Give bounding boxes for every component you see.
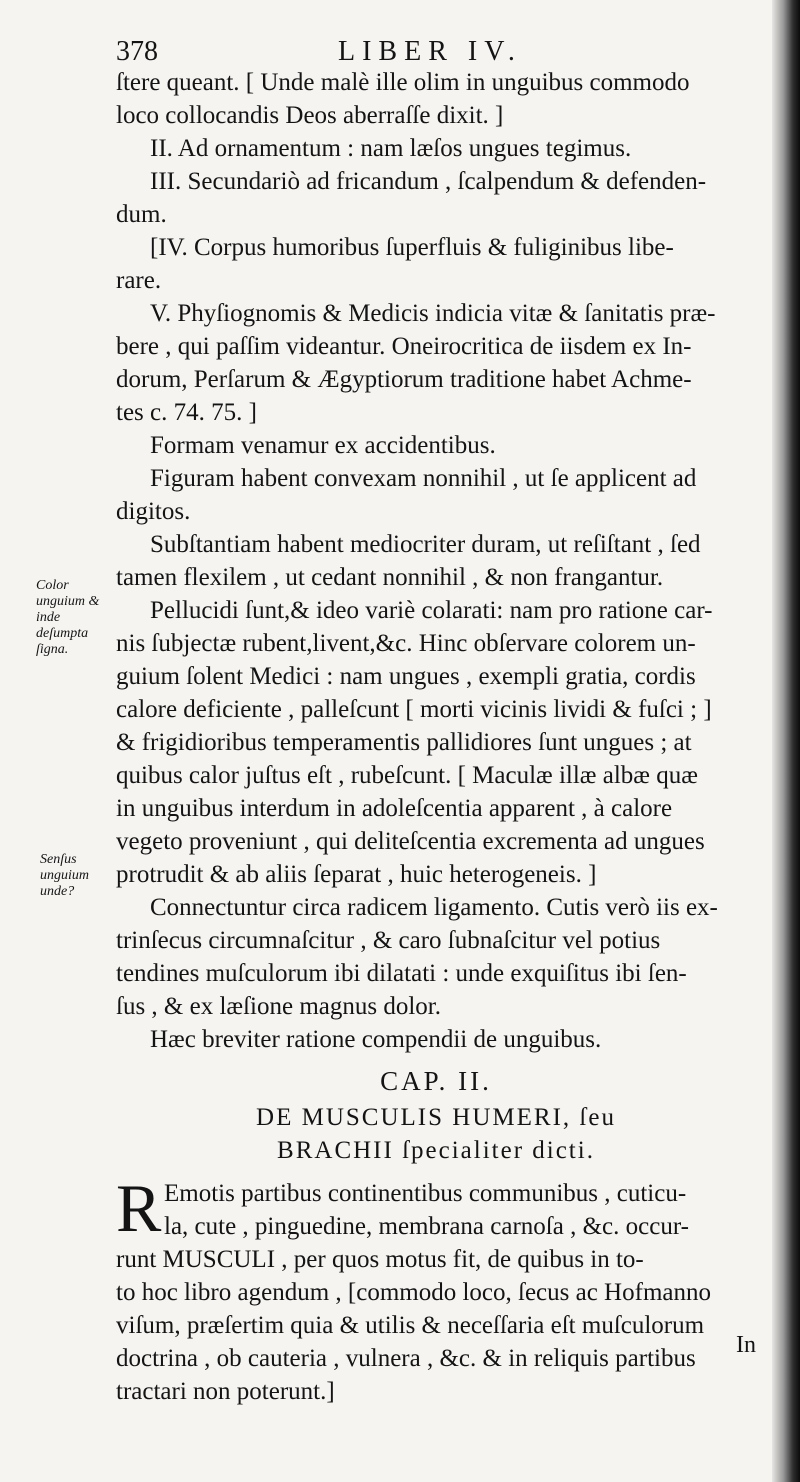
text-line: tractari non poterunt.] (116, 1378, 335, 1405)
text-line: runt MUSCULI , per quos motus fit, de quibus in to- (116, 1246, 644, 1273)
text-line: [IV. Corpus humoribus ſuperfluis & fuliginibus libe- (150, 234, 674, 261)
text-line: rare. (116, 267, 162, 294)
text-line: II. Ad ornamentum : nam læſos ungues tegimus. (150, 135, 632, 162)
text-line: Hæc breviter ratione compendii de unguibus. (150, 1026, 602, 1053)
margin-note-sense: Senſus unguium unde? (40, 852, 89, 899)
text-line: dorum, Perſarum & Ægyptiorum traditione habet Achme- (116, 366, 692, 393)
text-line: la, cute , pinguedine, membrana carnoſa , &c. occur- (164, 1213, 689, 1240)
text-line: Subſtantiam habent mediocriter duram, ut reſiſtant , ſed (150, 531, 701, 558)
text-line: quibus calor juſtus eſt , rubeſcunt. [ Maculæ illæ albæ quæ (116, 762, 698, 789)
text-line: ſtere queant. [ Unde malè ille olim in unguibus commodo (116, 69, 690, 96)
text-line: tamen flexilem , ut cedant nonnihil , & non frangantur. (116, 564, 664, 591)
text-line: tendines muſculorum ibi dilatati : unde exquiſitus ibi ſen- (116, 960, 687, 987)
text-line: Connectuntur circa radicem ligamento. Cutis verò iis ex- (150, 894, 718, 921)
text-line: in unguibus interdum in adoleſcentia apparent , à calore (116, 795, 673, 822)
text-line: calore deficiente , palleſcunt [ morti vicinis lividi & fuſci ; ] (116, 696, 712, 723)
running-head: LIBER IV. (338, 36, 522, 67)
margin-note-color: Color unguium & inde deſumpta ſigna. (36, 578, 100, 657)
text-line: V. Phyſiognomis & Medicis indicia vitæ & ſanitatis præ- (150, 300, 716, 327)
text-line: loco collocandis Deos aberraſſe dixit. ] (116, 102, 504, 129)
book-spine-shadow (772, 0, 800, 1482)
text-line: ſus , & ex læſione magnus dolor. (116, 993, 441, 1020)
text-line: tes c. 74. 75. ] (116, 399, 257, 426)
text-line: nis ſubjectæ rubent,livent,&c. Hinc obſervare colorem un- (116, 630, 696, 657)
drop-cap: R (116, 1170, 162, 1246)
text-line: Emotis partibus continentibus communibus , cuticu- (164, 1180, 687, 1207)
text-line: doctrina , ob cauteria , vulnera , &c. & in reliquis partibus (116, 1345, 696, 1372)
text-line: to hoc libro agendum , [commodo loco, ſecus ac Hofmanno (116, 1279, 711, 1306)
main-text (116, 66, 756, 1408)
text-line: vegeto proveniunt , qui deliteſcentia excrementa ad ungues (116, 828, 705, 855)
text-line: dum. (116, 201, 167, 228)
catchword: In (736, 1332, 756, 1358)
chapter-label: CAP. II. (380, 1066, 492, 1096)
text-line: bere , qui paſſim videantur. Oneirocritica de iisdem ex In- (116, 333, 692, 360)
text-line: trinſecus circumnaſcitur , & caro ſubnaſcitur vel potius (116, 927, 661, 954)
page-number: 378 (116, 36, 158, 67)
chapter-opening (116, 1170, 756, 1408)
text-line: Formam venamur ex accidentibus. (150, 432, 496, 459)
text-line: & frigidioribus temperamentis pallidiores ſunt ungues ; at (116, 729, 692, 756)
text-line: Figuram habent convexam nonnihil , ut ſe applicent ad (150, 465, 697, 492)
text-line: guium ſolent Medici : nam ungues , exempli gratia, cordis (116, 663, 696, 690)
text-line: III. Secundariò ad fricandum , ſcalpendum & defenden- (150, 168, 707, 195)
text-line: Pellucidi ſunt,& ideo variè colarati: nam pro ratione car- (150, 597, 713, 624)
text-line: digitos. (116, 498, 191, 525)
text-line: viſum, præſertim quia & utilis & neceſſaria eſt muſculorum (116, 1312, 705, 1339)
chapter-title-line-1: DE MUSCULIS HUMERI, ſeu (256, 1104, 616, 1131)
text-line: protrudit & ab aliis ſeparat , huic heterogeneis. ] (116, 861, 597, 888)
chapter-title-line-2: BRACHII ſpecialiter dicti. (277, 1137, 595, 1164)
